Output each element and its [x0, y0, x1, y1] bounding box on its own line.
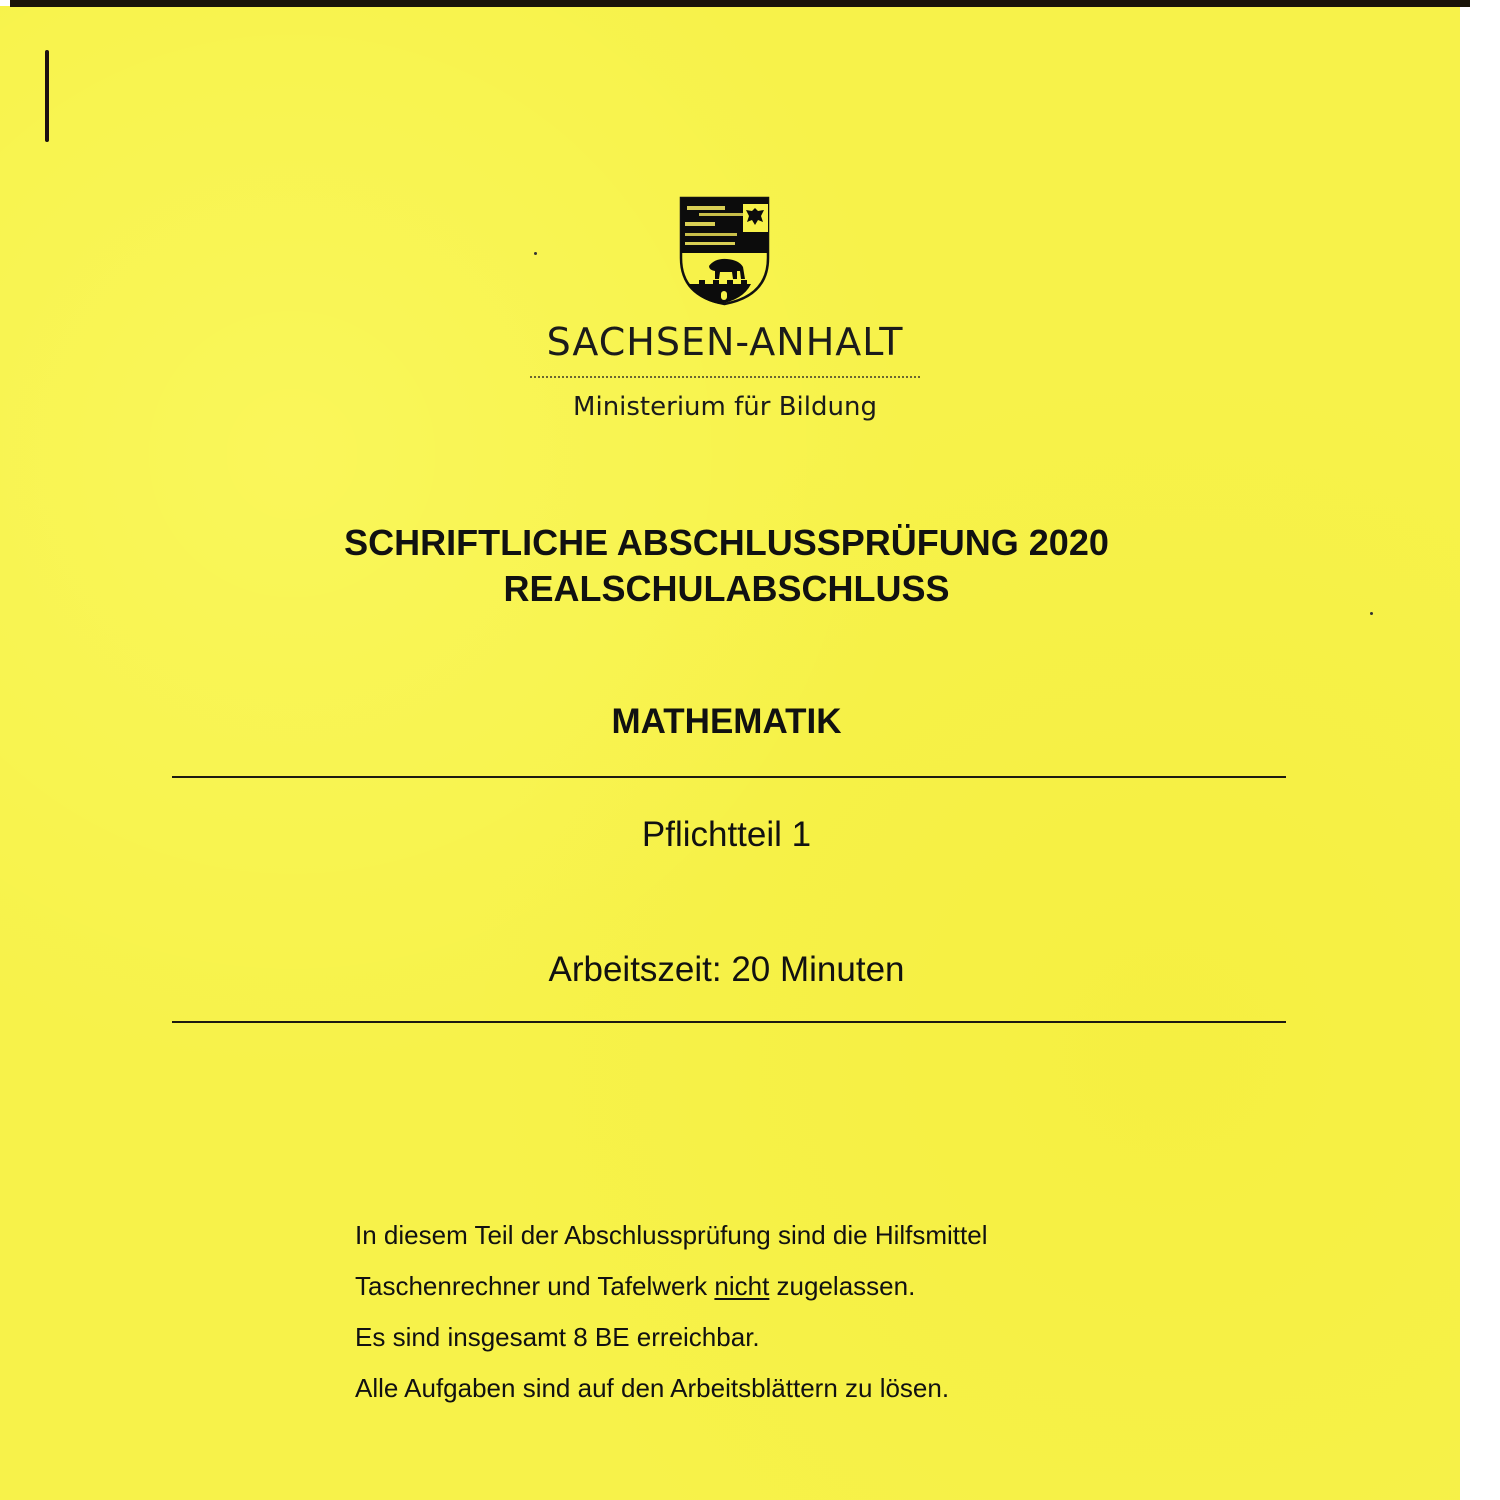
exam-title — [200, 520, 1253, 612]
instruction-line: Alle Aufgaben sind auf den Arbeitsblättern zu lösen. — [355, 1373, 950, 1403]
working-time: Arbeitszeit: 20 Minuten — [548, 950, 905, 989]
instruction-line: In diesem Teil der Abschlussprüfung sind die Hilfsmittel — [355, 1220, 988, 1250]
state-name: SACHSEN-ANHALT — [546, 320, 904, 364]
instruction-text: Taschenrechner und Tafelwerk — [355, 1271, 715, 1301]
instruction-line — [355, 1261, 1155, 1312]
scan-top-edge — [10, 0, 1470, 7]
scan-speck — [534, 252, 537, 255]
instruction-text: zugelassen. — [769, 1271, 916, 1301]
coat-of-arms-icon — [679, 196, 770, 306]
subject-heading: MATHEMATIK — [611, 702, 842, 741]
ministry-name: Ministerium für Bildung — [573, 392, 877, 422]
instruction-line: Es sind insgesamt 8 BE erreichbar. — [355, 1322, 760, 1352]
exam-title-line-2: REALSCHULABSCHLUSS — [503, 568, 950, 609]
instruction-emphasis: nicht — [714, 1271, 770, 1301]
instructions — [355, 1210, 1155, 1414]
scan-speck — [1370, 612, 1373, 615]
divider — [172, 776, 1286, 778]
exam-part: Pflichtteil 1 — [641, 815, 812, 854]
exam-title-line-1: SCHRIFTLICHE ABSCHLUSSPRÜFUNG 2020 — [344, 522, 1109, 563]
divider — [172, 1021, 1286, 1023]
divider — [530, 376, 920, 378]
binder-mark — [45, 50, 49, 142]
